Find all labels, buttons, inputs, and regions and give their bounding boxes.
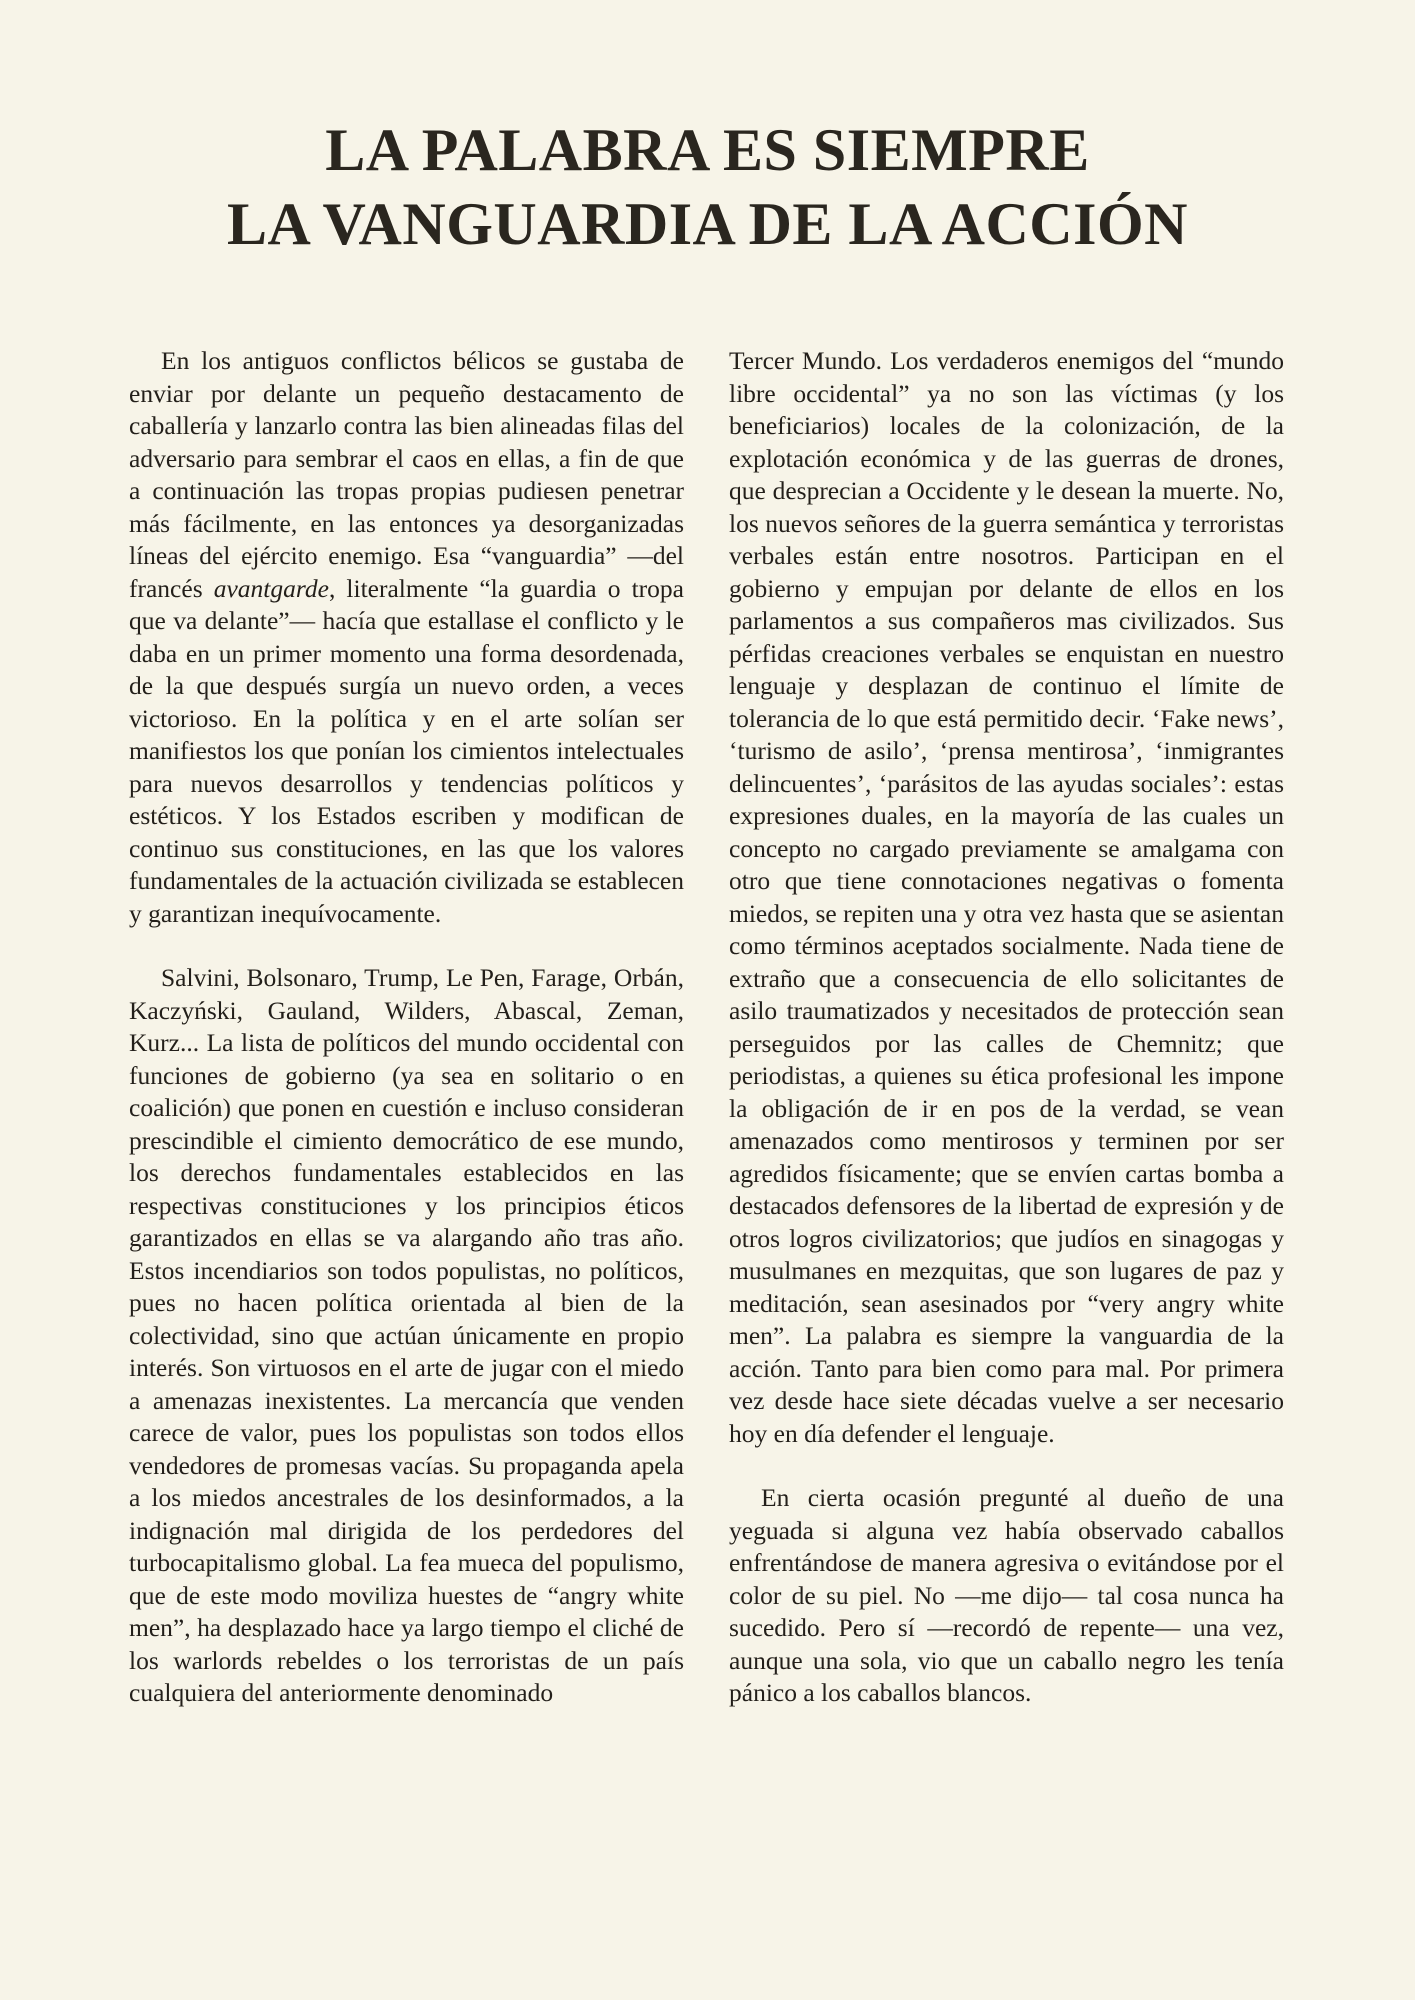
left-column [129, 345, 684, 1742]
paragraph-3: En cierta ocasión pregunté al dueño de una yeguada si alguna vez había observado caballos enfrentándose de manera agresiva o evitándose por el color de su piel. No —me dijo— tal cosa nunca ha sucedido. Pero sí —recordó de repente— una vez, aunque una sola, vio que un caballo negro les tenía pánico a los caballos blancos. [729, 1483, 1284, 1707]
paragraph-1-text-b: , literalmente “la guardia o tropa que va delante”— hacía que estallase el conflicto y le daba en un primer momento una forma desordenada, de la que después surgía un nuevo orden, a veces victorioso. En la política y en el arte solían ser manifiestos los que ponían los cimientos intelectuales para nuevos desarrollos y tendencias políticos y estéticos. Y los Estados escriben y modifican de continuo sus constituciones, en las que los valores fundamentales de la actuación civilizada se establecen y garantizan inequívocamente. [129, 573, 684, 928]
right-column [729, 345, 1284, 1742]
paragraph-1-text-a: En los antiguos conflictos bélicos se gustaba de enviar por delante un pequeño destacamento de caballería y lanzarlo contra las bien alineadas filas del adversario para sembrar el caos en ellas, a fin de que a continuación las tropas propias pudiesen penetrar más fácilmente, en las entonces ya desorganizadas líneas del ejército enemigo. Esa “vanguardia” —del francés [129, 346, 684, 603]
paragraph-1 [129, 345, 684, 930]
title-line-1: LA PALABRA ES SIEMPRE [325, 117, 1090, 183]
paragraph-2-continued: Tercer Mundo. Los verdaderos enemigos del “mundo libre occidental” ya no son las víctimas (y los beneficiarios) locales de la colonización, de la explotación económica y de las guerras de drones, que desprecian a Occidente y le desean la muerte. No, los nuevos señores de la guerra semántica y terroristas verbales están entre nosotros. Participan en el gobierno y empujan por delante de ellos en los parlamentos a sus compañeros mas civilizados. Sus pérfidas creaciones verbales se enquistan en nuestro lenguaje y desplazan de continuo el límite de tolerancia de lo que está permitido decir. ‘Fake news’, ‘turismo de asilo’, ‘prensa mentirosa’, ‘inmigrantes delincuentes’, ‘parásitos de las ayudas sociales’: estas expresiones duales, en la mayoría de las cuales un concepto no cargado previamente se amalgama con otro que tiene connotaciones negativas o fomenta miedos, se repiten una y otra vez hasta que se asientan como términos aceptados socialmente. Nada tiene de extraño que a consecuencia de ello solicitantes de asilo traumatizados y necesitados de protección sean perseguidos por las calles de Chemnitz; que periodistas, a quienes su ética profesional les impone la obligación de ir en pos de la verdad, se vean amenazados como mentirosos y terminen por ser agredidos físicamente; que se envíen cartas bomba a destacados defensores de la libertad de expresión y de otros logros civilizatorios; que judíos en sinagogas y musulmanes en mezquitas, que son lugares de paz y meditación, sean asesinados por “very angry white men”. La palabra es siempre la vanguardia de la acción. Tanto para bien como para mal. Por primera vez desde hace siete décadas vuelve a ser necesario hoy en día defender el lenguaje. [729, 346, 1284, 1448]
article-title [0, 113, 1415, 261]
paragraph-2: Salvini, Bolsonaro, Trump, Le Pen, Farage, Orbán, Kaczyński, Gauland, Wilders, Abascal, Zeman, Kurz... La lista de políticos del mundo occidental con funciones de gobierno (ya sea en solitario o en coalición) que ponen en cuestión e incluso consideran prescindible el cimiento democrático de ese mundo, los derechos fundamentales establecidos en las respectivas constituciones y los principios éticos garantizados en ellas se va alargando año tras año. Estos incendiarios son todos populistas, no políticos, pues no hacen política orientada al bien de la colectividad, sino que actúan únicamente en propio interés. Son virtuosos en el arte de jugar con el miedo a amenazas inexistentes. La mercancía que venden carece de valor, pues los populistas son todos ellos vendedores de promesas vacías. Su propaganda apela a los miedos ancestrales de los desinformados, a la indignación mal dirigida de los perdedores del turbocapitalismo global. La fea mueca del populismo, que de este modo moviliza huestes de “angry white men”, ha desplazado hace ya largo tiempo el cliché de los warlords rebeldes o los terroristas de un país cualquiera del anteriormente denominado [129, 963, 684, 1707]
title-line-2: LA VANGUARDIA DE LA ACCIÓN [227, 191, 1188, 257]
paragraph-1-italic: avantgarde [213, 573, 329, 603]
